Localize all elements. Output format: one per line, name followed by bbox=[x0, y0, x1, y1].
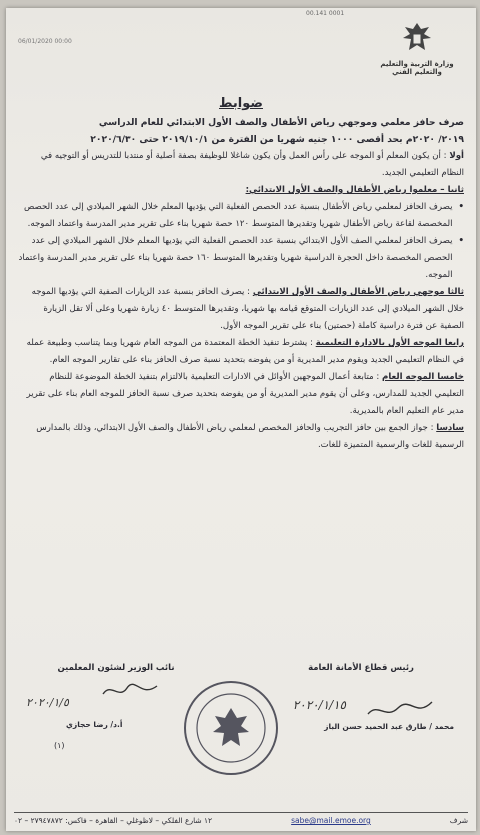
clause-first bbox=[18, 148, 464, 182]
logo-caption: وزارة التربية والتعليم والتعليم الفني bbox=[380, 60, 454, 76]
clause-third bbox=[18, 284, 464, 335]
document-date: 06/01/2020 00:00 bbox=[18, 38, 72, 45]
page-number: (١) bbox=[54, 741, 65, 750]
clause-first-text: : أن يكون المعلم أو الموجه على رأس العمل وأن يكون شاغلا للوظيفة بصفة أصلية أو منتدبا للتدريس أو التوجيه في النظام التعليمي الجديد. bbox=[40, 151, 464, 178]
footer-label: شرف bbox=[449, 816, 468, 825]
clause-third-text: : يصرف الحافز بنسبة عدد الزيارات الصفية التي يؤديها الموجه خلال الشهر الميلادي إلى عدد الزيارات المتوقع قيامه بها شهريا، وتقديرها المتوسط ٤٠ زيارة شهريا وعلى ألا تقل الزيارة الصفية عن فترة دراسية كاملة (حصتين) بناء على تقرير الموجه الأول. bbox=[31, 287, 464, 331]
clause-fifth-text: : متابعة أعمال الموجهين الأوائل في الادارات التعليمية بالالتزام بتنفيذ الخطة الموضوعة للنظام التعليمي الجديد للمدارس، وعلى أن يقوم مدير المديرية أو من يفوضه بتحديد صرف نسبة الحافز للموجه العام بناء على تقرير مدير عام التعليم العام بالمديرية. bbox=[26, 372, 464, 416]
document-title: ضوابط bbox=[219, 96, 263, 111]
document-body bbox=[18, 114, 464, 454]
heading-line-1: صرف حافز معلمي وموجهي رياض الأطفال والصف الأول الابتدائي للعام الدراسي bbox=[98, 117, 464, 128]
footer bbox=[14, 812, 468, 825]
signature-right-name: محمد / طارق عبد الحميد حسن الباز bbox=[324, 722, 454, 731]
clause-second-bullet-1-text: يصرف الحافز لمعلمي رياض الأطفال بنسبة عدد الحصص الفعلية التي يؤديها المعلم خلال الشهر الميلادي إلى عدد الحصص المخصصة لقاعة رياض الأطفال شهريا وتقديرها المتوسط ١٢٠ حصة شهريا بناء على تقرير مدير المدرسة واعتماد الموجه. bbox=[24, 202, 453, 229]
handwritten-date-right: ٢٠٢٠/١/١٥ bbox=[292, 698, 346, 712]
clause-third-title: ثالثا موجهي رياض الأطفال والصف الأول الابتدائي bbox=[252, 287, 464, 297]
clause-second-bullet-2-text: يصرف الحافز لمعلمي الصف الأول الابتدائي بنسبة عدد الحصص الفعلية التي يؤديها المعلم خلال الشهر الميلادي إلى عدد الحصص المخصصة داخل الحجرة الدراسية شهريا وتقديرها المتوسط ١٦٠ حصة شهريا بناء على تقرير مدير المدرسة واعتماد الموجه. bbox=[18, 236, 453, 280]
clause-first-label: أولا bbox=[449, 151, 464, 161]
clause-second-bullet-1 bbox=[18, 199, 464, 233]
bullet-icon: • bbox=[458, 202, 464, 212]
bullet-icon: • bbox=[458, 236, 464, 246]
document-sheet bbox=[6, 8, 476, 831]
signature-left-title: نائب الوزير لشئون المعلمين bbox=[57, 663, 175, 673]
clause-second-bullet-2 bbox=[18, 233, 464, 284]
clause-sixth bbox=[18, 420, 464, 454]
clause-fourth bbox=[18, 335, 464, 369]
signature-left-scribble bbox=[101, 680, 161, 702]
official-stamp bbox=[181, 678, 281, 778]
signature-right-title: رئيس قطاع الأمانة العامة bbox=[308, 663, 414, 673]
clause-fifth bbox=[18, 369, 464, 420]
handwritten-date-left: ٢٠٢٠/١/٥ bbox=[26, 696, 69, 709]
signature-right-scribble bbox=[366, 698, 436, 722]
clause-sixth-text: : جواز الجمع بين حافز التجريب والحافز المخصص لمعلمي رياض الأطفال والصف الأول الابتدائي، وذلك بالمدارس الرسمية للغات والرسمية المتميزة للغات. bbox=[36, 423, 464, 450]
clause-fourth-title: رابعا الموجه الأول بالادارة التعليمية bbox=[315, 338, 464, 348]
footer-email-link[interactable]: sabe@mail.emoe.org bbox=[291, 816, 371, 825]
clause-fourth-text: : يشترط تنفيذ الخطة المعتمدة من الموجه العام شهريا وبما يتناسب وطبيعة عمله في النظام التعليمي الجديد ويقوم مدير المديرية أو من يفوضه بتحديد نسبة صرف الحافز بناء على تقارير الموجه العام. bbox=[26, 338, 464, 365]
clause-second-title: ثانيا – معلموا رياض الأطفال والصف الأول الابتدائي: bbox=[245, 185, 464, 195]
clause-sixth-title: سادسا bbox=[436, 423, 464, 433]
heading-line-2: ٢٠١٩/ ٢٠٢٠م بحد أقصى ١٠٠٠ جنيه شهريا من الفترة من ٢٠١٩/١٠/١ حتى ٢٠٢٠/٦/٣٠ bbox=[90, 134, 464, 145]
ministry-logo bbox=[372, 20, 462, 76]
signature-left-name: أ.د/ رضا حجازي bbox=[66, 720, 123, 729]
clause-fifth-title: خامسا الموجه العام bbox=[382, 372, 464, 382]
top-codes: 00.141 0001 bbox=[306, 10, 345, 17]
footer-address: ١٢ شارع الفلكي – لاظوغلي – القاهرة – فاكس: ٢٧٩٤٧٨٧٢ – ٠٢ bbox=[14, 816, 213, 825]
eagle-crest-icon bbox=[397, 20, 437, 56]
